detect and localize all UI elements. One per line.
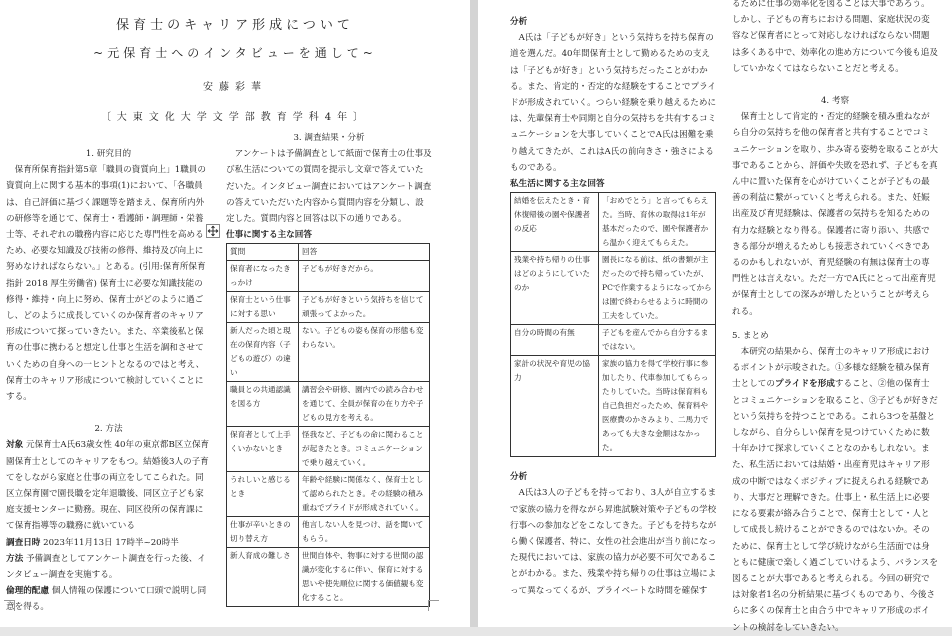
question-cell: うれしいと感じるとき [227, 472, 299, 517]
section-4-body: 保育士として肯定的・否定的経験を積み重ねながら自分の気持ちを他の保育者と共有することでコミュニケーションを取り、歩み寄る姿勢を取ることが大事であることから、評価や失敗を恐れず、子どもを真ん中に置いた保育を心がけていくことが子どもの最善の利益に繋がっていくと考えられる。また、妊娠出産及び育児経験は、保護者の気持ちを知るための有力な経験となり得る。保護者に寄り添い、共感できる部分が増えるためしも接悲されていくべきであるのかもしれないが、育児経験の有無は保育士の専門性とは言えない。ただ一方でA氏にとって出産育児が保育士としての深みが増したということが考えられる。 [732, 112, 938, 317]
document-page-left [0, 0, 470, 627]
left-column-p2 [510, 14, 718, 599]
method-paragraph [6, 551, 211, 583]
answer-cell: 世間自体や、物事に対する世間の認識が変化するに伴い、保育に対する思いや使先順位に関する価値観も変化すること。 [299, 548, 430, 607]
table-row [227, 472, 430, 517]
method-text: 予備調査としてアンケート調査を行った後、インタビュー調査を実施する。 [6, 553, 206, 581]
ethics-label: 倫理的配慮 [6, 586, 49, 597]
work-answers-table [226, 243, 430, 607]
question-cell: 保育者になったきっかけ [227, 261, 299, 292]
question-cell: 残業や持ち帰りの仕事はどのようにしていたのか [511, 252, 599, 325]
table-row [511, 356, 716, 457]
table-row [227, 517, 430, 548]
page-gap [470, 0, 478, 627]
continued-text: るために仕事の効率化を図ることは大事であろう。しかし、子どもの育ちにおける問題、家庭状況の変容など保育者にとって対応しなければならない問題は多くある中で、効率化の進め方について今後も追及していかなくてはならないことだと考える。 [732, 0, 938, 74]
author-name: 安藤彩華 [203, 82, 267, 93]
answer-cell: 講習会や研修、園内での読み合わせを通じて、全員が保育の在り方や子どもの見方を考える。 [299, 382, 430, 427]
author-affiliation: 〔大東文化大学文学部教育学科4年〕 [100, 112, 370, 123]
ethics-paragraph [6, 583, 211, 615]
analysis-1-heading: 分析 [510, 17, 528, 27]
question-cell: 家計の状況や育児の協力 [511, 356, 599, 457]
table-row [227, 292, 430, 323]
answer-cell: 「おめでとう」と言ってもらえた。当時、育休の取得は1年が基本だったので、園や保護者から温かく迎えてもらえた。 [599, 193, 716, 252]
method-label: 方法 [6, 553, 24, 564]
answer-cell: 園長になる前は、紙の書類が主だったので持ち帰っていたが、PCで作業するようになってからは園で終わらせるように時間の工夫をしていた。 [599, 252, 716, 325]
section-5-bold: プライドを形成 [774, 379, 835, 390]
answer-cell: 子どもが好きだから。 [299, 261, 430, 292]
crop-mark [428, 600, 439, 611]
question-cell: 結婚を伝えたとき・育休復帰後の園や保護者の反応 [511, 193, 599, 252]
date-text: 2023年11月13日 17時半~20時半 [43, 537, 179, 548]
date-label: 調査日時 [6, 537, 41, 548]
question-cell: 新人育成の難しさ [227, 548, 299, 607]
paper-title: 保育士のキャリア形成について [116, 18, 354, 33]
answer-cell: 家族の協力を得て学校行事に参加したり、代車参加してもらったりしていた。当時は保育料も自己負担だったため、保育料や医療費のかさみより、二馬力であっても大きな金額はなかった。 [599, 356, 716, 457]
section-3-body: アンケートは予備調査として紙面で保育士の仕事及び私生活についての質問を提示し文章で答えていただいた。インタビュー調査においてはアンケート調査の答えていただいた内容から質問内容を分類し、設定した。質問内容と回答は以下の通りである。 [226, 149, 432, 225]
subject-label: 対象 [6, 440, 24, 451]
analysis-2-heading: 分析 [510, 472, 528, 483]
analysis-1-body: A氏は「子どもが好き」という気持ちを持ち保育の道を選んだ。40年間保育士として勤めるための支えは「子どもが好き」という気持ちだったことがわかる。また、肯定的・否定的な経験をすることでプライドが形成されていく。つらい経験を乗り越えるためには、先輩保育士や同期と自分の気持ちを共有するコミュニケーションを大事していくことでA氏は困難を乗り越えてきたが、これはA氏の前向きさ・強さによるものである。 [510, 33, 717, 173]
question-cell: 保育者として上手くいかないとき [227, 427, 299, 472]
question-cell: 質問 [227, 244, 299, 261]
question-cell: 保育士という仕事に対する思い [227, 292, 299, 323]
right-column [226, 130, 432, 607]
answer-cell: ない。子どもの姿も保育の形態も変わらない。 [299, 323, 430, 382]
section-4-heading: 4. 考察 [820, 96, 850, 107]
document-page-right [478, 0, 952, 633]
section-5-body [732, 344, 938, 636]
question-cell: 新人だった頃と現在の保育内容（子どもの遊び）の違い [227, 323, 299, 382]
table-2-title: 私生活に関する主な回答 [510, 179, 605, 190]
section-3-heading: 3. 調査結果・分析 [293, 133, 365, 143]
answer-cell: 年齢や経験に関係なく、保育士として認められたとき。その経験の積み重ねでプライドが形成されていく。 [299, 472, 430, 517]
section-2-heading: 2. 方法 [94, 424, 123, 435]
answer-cell: 子どもが好きという気持ちを信じて頑張ってよかった。 [299, 292, 430, 323]
subject-text: 元保育士A氏63歳女性 40年の東京都B区立保育園保育士としてのキャリアをもつ。結婚後3人の子育てをしながら家庭と仕事の両立をしてこられた。同区立保育園で園長職を定年退職後、同区立子ども家庭支援センターに勤務。現在、同区役所の保育課にて保育指導等の職務に就いている [6, 440, 210, 532]
table-row [227, 261, 430, 292]
table-row [227, 323, 430, 382]
answer-cell: 子どもを産んでから自分するまではない。 [599, 325, 716, 356]
ethics-text: 個人情報の保護について口頭で説明し同意を得る。 [6, 586, 207, 613]
table-row [227, 382, 430, 427]
section-1-heading: 1. 研究目的 [85, 149, 132, 159]
table-row [227, 548, 430, 607]
table-row [511, 325, 716, 356]
private-life-answers-table [510, 192, 716, 457]
question-cell: 仕事が辛いときの切り替え方 [227, 517, 299, 548]
table-1-title: 仕事に関する主な回答 [226, 230, 312, 241]
section-5-text-a: 本研究の結果から、保育士のキャリア形成におけるポイントが示唆された。①多様な経験を積み保育士としての [732, 347, 930, 390]
analysis-2-body: A氏は3人の子どもを持っており、3人が自立するまで家族の協力を得ながら昇進試験対策や子どもの学校行事への参加などをこなしてきた。子どもを持ちながら働く保護者、特に、女性の社会進出が当り前になった現代においては、家族の協力が必要不可欠であることがわかる。また、残業や持ち帰りの仕事は立場によって異なってくるが、プライベートな時間を確保す [510, 488, 717, 596]
answer-cell: 回答 [299, 244, 430, 261]
answer-cell: 怪我など、子どもの命に関わることが起きたとき。コミュニケーションで乗り越えていく。 [299, 427, 430, 472]
table-row [511, 252, 716, 325]
section-5-text-b: すること、②他の保育士とコミュニケーションを取ること、③子どもが好きだという気持ちを持つことである。これら3つを基盤としながら、自分らしい保育を見つけていくために数十年かけて探求していくことなのかもしれない。また、私生活においては結婚・出産育児はキャリア形成の中断ではなくポジティブに捉えられる経験であり、大事だと理解できた。仕事上・私生活上に必要になる要素が絡み合うことで、保育士として・人として成長し続けることができるのではないか。そのために、保育士として学び続けながら生活面では身ともに健康で楽しく過ごしていけるよう、バランスを図ることが大事であると考えられる。今回の研究では対象者1名の分析結果に基づくものであり、今後さらに多くの保育士と由合う中でキャリア形成のポイントの検討をしていきたい。 [732, 379, 938, 633]
paper-subtitle: ~元保育士へのインタビューを通して~ [93, 46, 377, 60]
crop-mark [4, 600, 15, 611]
section-5-heading: 5. まとめ [732, 330, 769, 341]
section-1-body: 保育所保育指針第5章「職員の資質向上」1職員の資質向上に関する基本的事項(1)において、「各職員は、自己評価に基づく課題等を踏まえ、保育所内外の研修等を通じて、保育士・看護師・調理師・栄養士等、それぞれの職務内容に応じた専門性を高めるため、必要な知識及び技術の修得、維持及び向上に努めなければならない。」とある。(引用:保育所保育指針 2018 厚生労働省) 保育士に必要な知識技能の修得・維持・向上に努め、保育士がどのように過ごし、どのように成長していくのか保育者のキャリア形成について探っていきたい。また、卒業後私と保育の仕事に携わると想定し仕事と生活を調和させていくための自身への一ヒントとなるのではと考え、保育士のキャリア形成について検討していくことにする。 [6, 165, 206, 403]
question-cell: 自分の時間の有無 [511, 325, 599, 356]
table-row [227, 427, 430, 472]
answer-cell: 他言しない人を見つけ、話を聞いてもらう。 [299, 517, 430, 548]
date-paragraph [6, 535, 211, 551]
table-row [511, 193, 716, 252]
question-cell: 職員との共通認識を図る方 [227, 382, 299, 427]
subject-paragraph [6, 437, 211, 534]
table-move-handle-icon[interactable] [206, 224, 220, 238]
right-column-p2 [732, 0, 938, 636]
left-column [6, 146, 211, 616]
table-header-row [227, 244, 430, 261]
